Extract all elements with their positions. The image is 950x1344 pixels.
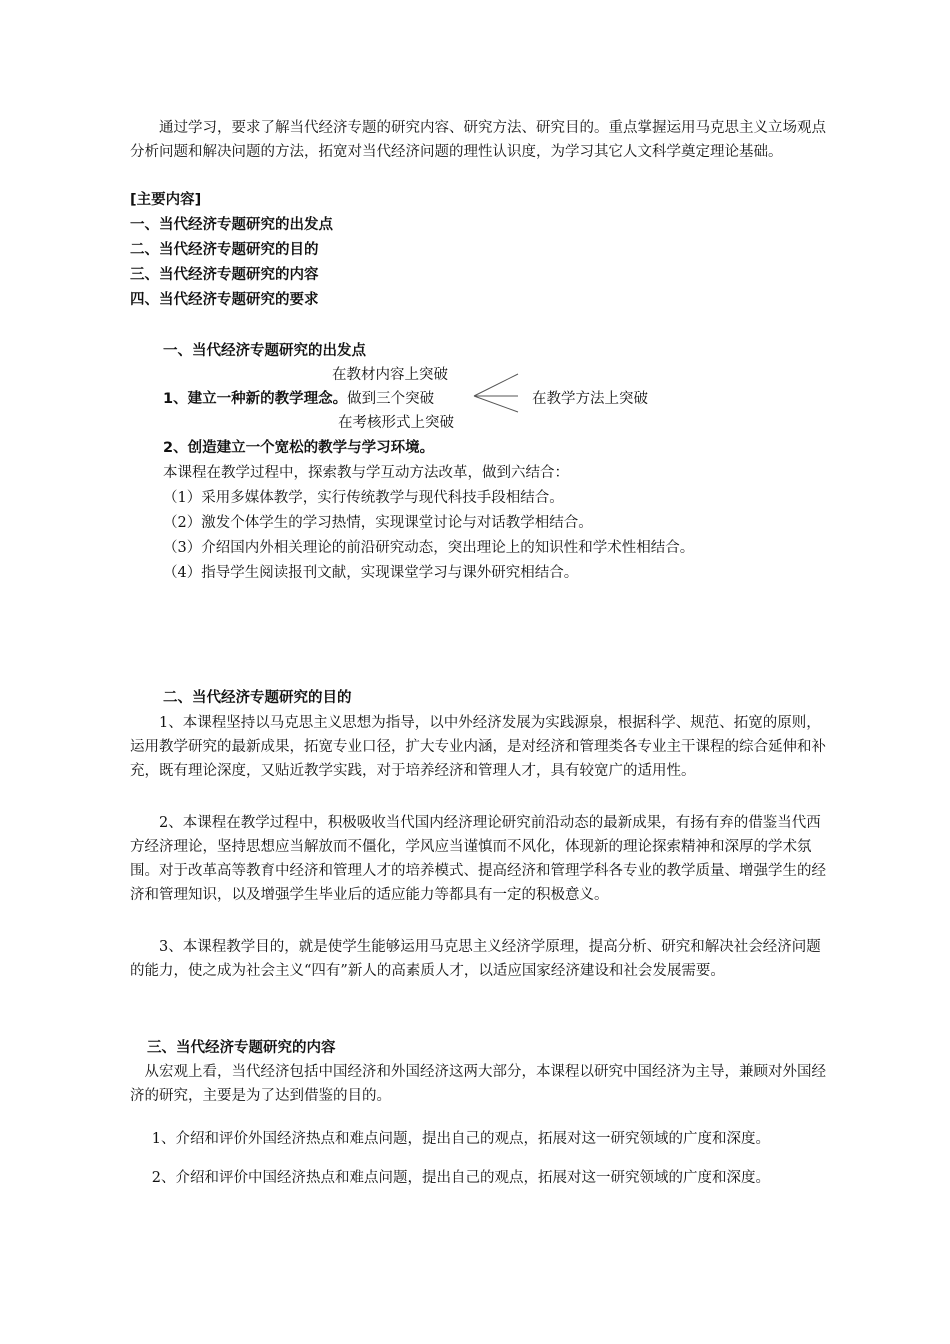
branch-connector (470, 368, 530, 414)
connector-line-bottom (474, 396, 518, 412)
section-2-paragraph: 2、本课程在教学过程中，积极吸收当代国内经济理论研究前沿动态的最新成果，有扬有弃的借鉴当代西方经济理论，坚持思想应当解放而不僵化，学风应当谨慎而不风化，体现新的理论探索精神和深厚的学术氛围。对于改革高等教育中经济和管理人才的培养模式、提高经济和管理学科各专业的教学质量、增强学生的经济和管理知识，以及增强学生毕业后的适应能力等都具有一定的积极意义。 (130, 815, 826, 903)
item-2: 2、创造建立一个宽松的教学与学习环境。 (163, 440, 435, 456)
intro-paragraph: 通过学习，要求了解当代经济专题的研究内容、研究方法、研究目的。重点掌握运用马克思主义立场观点分析问题和解决问题的方法，拓宽对当代经济问题的理性认识度，为学习其它人文科学奠定理论基础。 (130, 120, 826, 160)
branch-bottom: 在考核形式上突破 (338, 415, 454, 431)
item-1-rest: 做到三个突破 (347, 391, 435, 407)
six-combination-lead: 本课程在教学过程中，探索教与学互动方法改革，做到六结合： (163, 465, 569, 481)
section-2-paragraph: 3、本课程教学目的，就是使学生能够运用马克思主义经济学原理，提高分析、研究和解决社会经济问题的能力，使之成为社会主义“四有”新人的高素质人才，以适应国家经济建设和社会发展需要。 (130, 939, 821, 979)
outline-item: 一、当代经济专题研究的出发点 (130, 217, 333, 233)
item-1 (163, 387, 434, 411)
branch-top: 在教材内容上突破 (332, 367, 448, 383)
item-1-bold: 1、建立一种新的教学理念。 (163, 391, 348, 407)
list-item: （4）指导学生阅读报刊文献，实现课堂学习与课外研究相结合。 (163, 565, 579, 581)
section-3-title: 三、当代经济专题研究的内容 (147, 1040, 336, 1056)
outline-item: 三、当代经济专题研究的内容 (130, 267, 319, 283)
section-1-title: 一、当代经济专题研究的出发点 (163, 343, 366, 359)
section-3-item: 1、介绍和评价外国经济热点和难点问题，提出自己的观点，拓展对这一研究领域的广度和深度。 (151, 1131, 770, 1147)
section-2-title: 二、当代经济专题研究的目的 (163, 690, 352, 706)
branch-right: 在教学方法上突破 (532, 391, 648, 407)
connector-line-top (474, 374, 518, 396)
outline-item: 四、当代经济专题研究的要求 (130, 292, 319, 308)
list-item: （2）激发个体学生的学习热情，实现课堂讨论与对话教学相结合。 (163, 515, 593, 531)
list-item: （3）介绍国内外相关理论的前沿研究动态，突出理论上的知识性和学术性相结合。 (163, 540, 695, 556)
section-3-paragraph: 从宏观上看，当代经济包括中国经济和外国经济这两大部分，本课程以研究中国经济为主导，兼顾对外国经济的研究，主要是为了达到借鉴的目的。 (130, 1064, 826, 1104)
section-2-paragraph: 1、本课程坚持以马克思主义思想为指导，以中外经济发展为实践源泉，根据科学、规范、拓宽的原则，运用教学研究的最新成果，拓宽专业口径，扩大专业内涵，是对经济和管理类各专业主干课程的综合延伸和补充，既有理论深度，又贴近教学实践，对于培养经济和管理人才，具有较宽广的适用性。 (130, 715, 826, 779)
outline-item: 二、当代经济专题研究的目的 (130, 242, 319, 258)
main-content-label: [主要内容] (130, 192, 202, 208)
list-item: （1）采用多媒体教学，实行传统教学与现代科技手段相结合。 (163, 490, 564, 506)
section-3-item: 2、介绍和评价中国经济热点和难点问题，提出自己的观点，拓展对这一研究领域的广度和深度。 (151, 1170, 770, 1186)
